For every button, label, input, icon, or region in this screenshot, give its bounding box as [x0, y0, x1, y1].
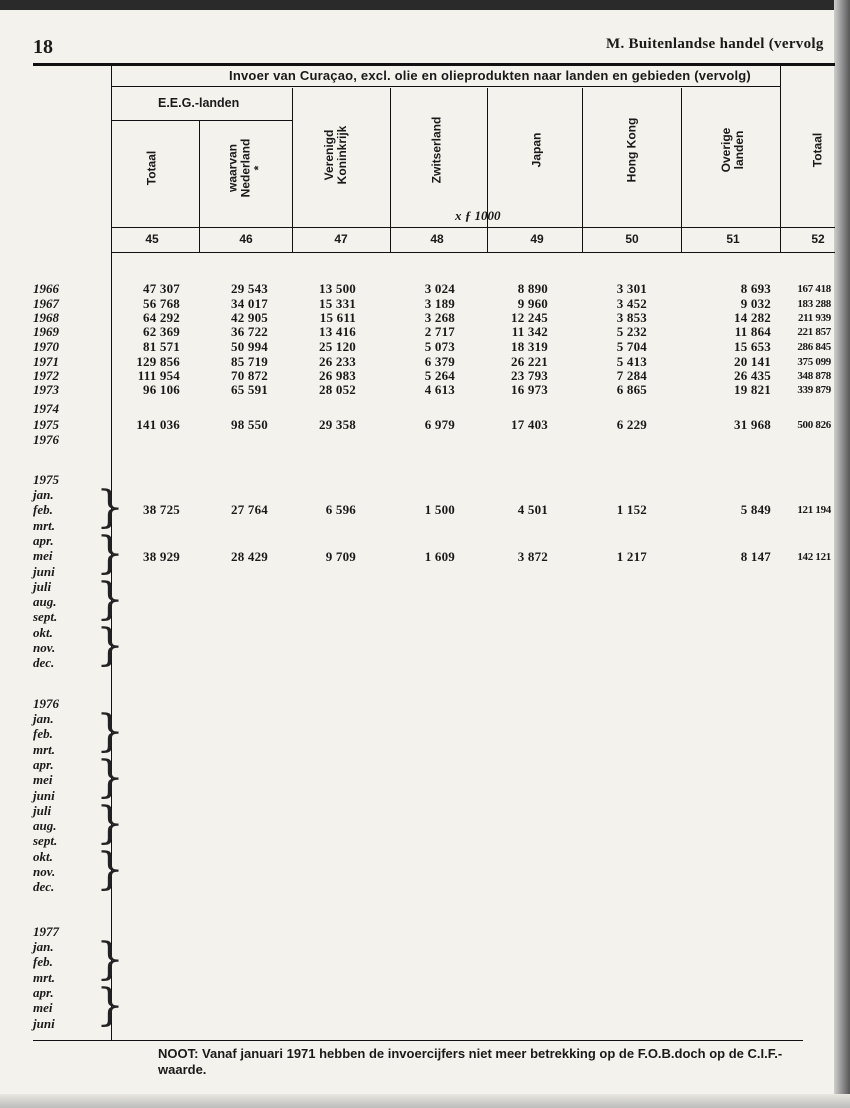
row-label: 1974	[33, 401, 59, 416]
table-cell: 1 500	[424, 502, 455, 517]
quarter-brace: }	[96, 706, 124, 757]
column-header: Japan	[529, 132, 544, 168]
row-label: mrt.	[33, 742, 56, 757]
row-label: apr.	[33, 757, 54, 772]
row-label: 1977	[33, 924, 59, 939]
table-cell: 15 611	[319, 310, 356, 325]
table-cell: 3 872	[517, 549, 548, 564]
column-number: 48	[430, 232, 444, 246]
row-label: sept.	[33, 609, 58, 624]
table-cell: 64 292	[143, 310, 180, 325]
row-label: feb.	[33, 726, 53, 741]
table-cell: 19 821	[734, 382, 771, 397]
column-number: 51	[726, 232, 740, 246]
row-label: 1967	[33, 296, 59, 311]
row-label: nov.	[33, 640, 56, 655]
table-cell: 6 979	[424, 417, 455, 432]
scan-right-edge	[834, 0, 850, 1108]
table-cell: 15 331	[319, 296, 356, 311]
table-cell: 29 358	[319, 417, 356, 432]
table-cell: 6 229	[616, 417, 647, 432]
col-divider	[780, 66, 781, 252]
row-label: juni	[33, 1016, 55, 1031]
table-cell: 26 221	[511, 354, 548, 369]
table-cell: 18 319	[511, 339, 548, 354]
table-cell: 3 024	[424, 281, 455, 296]
table-cell: 20 141	[734, 354, 771, 369]
row-label: jan.	[33, 487, 54, 502]
table-cell: 3 301	[616, 281, 647, 296]
table-cell: 42 905	[231, 310, 268, 325]
row-label: juli	[33, 803, 52, 818]
table-cell: 65 591	[231, 382, 268, 397]
row-label: dec.	[33, 879, 55, 894]
unit-rule	[112, 227, 835, 228]
table-cell: 5 413	[616, 354, 647, 369]
table-cell: 85 719	[231, 354, 268, 369]
row-label: mrt.	[33, 518, 56, 533]
row-label: dec.	[33, 655, 55, 670]
row-label: feb.	[33, 954, 53, 969]
row-label: juli	[33, 579, 52, 594]
quarter-brace: }	[96, 620, 124, 671]
row-label: 1968	[33, 310, 59, 325]
table-cell: 62 369	[143, 324, 180, 339]
col-divider	[582, 88, 583, 252]
table-cell: 7 284	[616, 368, 647, 383]
table-cell: 167 418	[797, 283, 831, 295]
table-cell: 1 152	[616, 502, 647, 517]
table-cell: 9 960	[517, 296, 548, 311]
table-cell: 375 099	[797, 356, 831, 368]
row-label: 1973	[33, 382, 59, 397]
column-header: Hong Kong	[624, 117, 639, 183]
table-cell: 28 429	[231, 549, 268, 564]
quarter-brace: }	[96, 934, 124, 985]
column-number: 46	[239, 232, 253, 246]
table-cell: 500 826	[797, 419, 831, 431]
table-cell: 348 878	[797, 370, 831, 382]
table-cell: 1 609	[424, 549, 455, 564]
row-label: aug.	[33, 818, 57, 833]
row-label: 1969	[33, 324, 59, 339]
table-cell: 8 693	[740, 281, 771, 296]
col-divider	[487, 88, 488, 252]
table-cell: 28 052	[319, 382, 356, 397]
col-divider	[199, 120, 200, 252]
row-label: mei	[33, 548, 53, 563]
table-cell: 29 543	[231, 281, 268, 296]
section-title: M. Buitenlandse handel (vervolg	[606, 36, 824, 52]
group-underline	[112, 120, 292, 121]
table-cell: 98 550	[231, 417, 268, 432]
table-cell: 25 120	[319, 339, 356, 354]
column-number: 45	[145, 232, 159, 246]
row-label: 1966	[33, 281, 59, 296]
table-cell: 6 865	[616, 382, 647, 397]
bottom-rule	[33, 1040, 803, 1041]
table-cell: 5 264	[424, 368, 455, 383]
table-cell: 4 501	[517, 502, 548, 517]
table-cell: 38 725	[143, 502, 180, 517]
table-note: NOOT: Vanaf januari 1971 hebben de invoercijfers niet meer betrekking op de F.O.B.doch op de C.I.F.-waarde.	[158, 1046, 783, 1077]
table-cell: 13 416	[319, 324, 356, 339]
table-cell: 9 032	[740, 296, 771, 311]
top-rule	[33, 63, 835, 66]
table-cell: 5 704	[616, 339, 647, 354]
row-label: sept.	[33, 833, 58, 848]
row-label: okt.	[33, 849, 53, 864]
column-header: Verenigd Koninkrijk	[322, 125, 349, 185]
row-label: apr.	[33, 985, 54, 1000]
table-cell: 26 435	[734, 368, 771, 383]
row-label: aug.	[33, 594, 57, 609]
table-cell: 26 233	[319, 354, 356, 369]
table-cell: 70 872	[231, 368, 268, 383]
col-divider	[292, 88, 293, 252]
page-number: 18	[33, 36, 53, 58]
row-label: mei	[33, 1000, 53, 1015]
quarter-brace: }	[96, 844, 124, 895]
table-cell: 12 245	[511, 310, 548, 325]
title-underline	[112, 86, 780, 87]
table-cell: 3 452	[616, 296, 647, 311]
table-cell: 23 793	[511, 368, 548, 383]
table-cell: 5 073	[424, 339, 455, 354]
table-cell: 6 379	[424, 354, 455, 369]
table-cell: 221 857	[797, 326, 831, 338]
table-cell: 15 653	[734, 339, 771, 354]
table-cell: 4 613	[424, 382, 455, 397]
row-label: 1970	[33, 339, 59, 354]
table-cell: 16 973	[511, 382, 548, 397]
table-cell: 2 717	[424, 324, 455, 339]
row-label: juni	[33, 564, 55, 579]
column-header: Overige landen	[719, 127, 746, 173]
table-cell: 17 403	[511, 417, 548, 432]
row-label: 1975	[33, 417, 59, 432]
row-label: 1976	[33, 432, 59, 447]
quarter-brace: }	[96, 528, 124, 579]
colnum-rule	[112, 252, 835, 253]
table-cell: 14 282	[734, 310, 771, 325]
quarter-brace: }	[96, 752, 124, 803]
table-cell: 11 342	[511, 324, 548, 339]
table-cell: 5 232	[616, 324, 647, 339]
row-label: juni	[33, 788, 55, 803]
column-header: Totaal	[144, 150, 159, 186]
table-cell: 3 853	[616, 310, 647, 325]
row-label: mei	[33, 772, 53, 787]
row-label: jan.	[33, 939, 54, 954]
row-label: jan.	[33, 711, 54, 726]
table-cell: 211 939	[797, 312, 831, 324]
table-cell: 183 288	[797, 298, 831, 310]
table-cell: 3 189	[424, 296, 455, 311]
table-cell: 6 596	[325, 502, 356, 517]
col-divider	[681, 88, 682, 252]
table-cell: 27 764	[231, 502, 268, 517]
row-label: apr.	[33, 533, 54, 548]
table-cell: 3 268	[424, 310, 455, 325]
table-cell: 1 217	[616, 549, 647, 564]
table-cell: 121 194	[797, 504, 831, 516]
table-cell: 8 147	[740, 549, 771, 564]
quarter-brace: }	[96, 980, 124, 1031]
column-number: 49	[530, 232, 544, 246]
table-cell: 5 849	[740, 502, 771, 517]
quarter-brace: }	[96, 482, 124, 533]
table-cell: 142 121	[797, 551, 831, 563]
row-label: 1971	[33, 354, 59, 369]
row-label: 1975	[33, 472, 59, 487]
table-cell: 81 571	[143, 339, 180, 354]
table-cell: 286 845	[797, 341, 831, 353]
quarter-brace: }	[96, 798, 124, 849]
table-cell: 11 864	[734, 324, 771, 339]
table-cell: 8 890	[517, 281, 548, 296]
table-cell: 26 983	[319, 368, 356, 383]
quarter-brace: }	[96, 574, 124, 625]
column-header: Zwitserland	[429, 116, 444, 184]
table-cell: 96 106	[143, 382, 180, 397]
table-cell: 50 994	[231, 339, 268, 354]
table-cell: 111 954	[137, 368, 180, 383]
unit-label: x ƒ 1000	[455, 208, 501, 223]
table-cell: 141 036	[136, 417, 180, 432]
column-header: waarvan Nederland *	[225, 138, 266, 198]
table-cell: 56 768	[143, 296, 180, 311]
table-cell: 47 307	[143, 281, 180, 296]
row-label: 1976	[33, 696, 59, 711]
col-divider	[390, 88, 391, 252]
column-number: 52	[811, 232, 825, 246]
table-cell: 339 879	[797, 384, 831, 396]
table-cell: 34 017	[231, 296, 268, 311]
row-label: feb.	[33, 502, 53, 517]
row-label: nov.	[33, 864, 56, 879]
table-cell: 13 500	[319, 281, 356, 296]
scan-top-edge	[0, 0, 850, 10]
row-label: 1972	[33, 368, 59, 383]
table-title: Invoer van Curaçao, excl. olie en olieprodukten naar landen en gebieden (vervolg)	[229, 68, 751, 83]
column-header: Totaal	[810, 132, 825, 168]
column-number: 47	[334, 232, 348, 246]
column-number: 50	[625, 232, 639, 246]
scan-bottom-edge	[0, 1094, 850, 1108]
table-cell: 31 968	[734, 417, 771, 432]
row-label: okt.	[33, 625, 53, 640]
row-label: mrt.	[33, 970, 56, 985]
table-cell: 9 709	[325, 549, 356, 564]
table-cell: 36 722	[231, 324, 268, 339]
table-cell: 129 856	[136, 354, 180, 369]
group-label: E.E.G.-landen	[158, 96, 240, 110]
table-cell: 38 929	[143, 549, 180, 564]
